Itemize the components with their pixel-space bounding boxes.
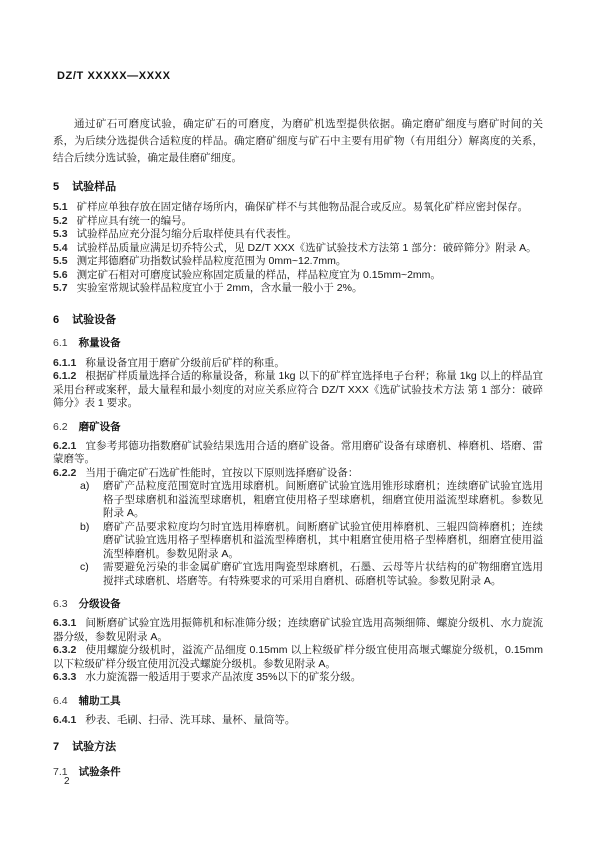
- section-5-heading: [53, 180, 543, 194]
- section-6-number: 6: [53, 313, 60, 326]
- clause-text: 试验样品应充分混匀缩分后取样使具有代表性。: [76, 228, 298, 240]
- clause-number: 6.3.1: [53, 617, 77, 629]
- doc-code-header: DZ/T XXXXX—XXXX: [57, 70, 171, 82]
- clause-text: 试验样品质量应满足切乔特公式，见 DZ/T XXX《选矿试验技术方法第 1 部分：破碎筛分》附录 A。: [76, 241, 537, 254]
- section-6-heading: [53, 313, 543, 327]
- list-marker: b): [80, 520, 90, 533]
- clause-text: 秒表、毛刷、扫帚、洗耳球、量杯、量筒等。: [85, 713, 296, 726]
- clause-5-4: [53, 242, 543, 256]
- subsection-number: 6.1: [53, 336, 68, 349]
- clause-number: 6.2.2: [53, 466, 77, 479]
- list-item-text: 需要避免污染的非金属矿磨矿宜选用陶瓷型球磨机，石墨、云母等片状结构的矿物细磨宜选用搅拌式球磨机、塔磨等。有特殊要求的可采用自磨机、砾磨机等试验。参数见附录 A。: [103, 561, 543, 587]
- clause-6-2-1: [53, 440, 543, 467]
- subsection-7-1-heading: [53, 765, 543, 779]
- section-7-heading: [53, 740, 543, 754]
- clause-5-5: [53, 255, 543, 269]
- clause-text: 测定邦德磨矿功指数试验样品粒度范围为 0mm~12.7mm。: [76, 255, 347, 267]
- section-7-title: 试验方法: [72, 741, 117, 753]
- list-item-text: 磨矿产品要求粒度均匀时宜选用棒磨机。间断磨矿试验宜使用棒磨机、三辊四筒棒磨机；连续磨矿试验宜选用格子型棒磨机和溢流型棒磨机，其中粗磨宜使用格子型棒磨机，细磨宜使用溢流型棒磨机。参数见附录 A。: [103, 520, 543, 560]
- list-item-b: [53, 521, 543, 562]
- subsection-title: 辅助工具: [78, 694, 121, 707]
- subsection-title: 试验条件: [78, 766, 121, 778]
- clause-number: 6.3.3: [53, 671, 77, 683]
- clause-text: 矿样应具有统一的编号。: [76, 214, 193, 227]
- list-marker: a): [80, 480, 90, 492]
- clause-number: 6.4.1: [53, 713, 77, 726]
- list-item-c: [53, 561, 543, 588]
- clause-5-3: [53, 228, 543, 242]
- clause-5-1: [53, 201, 543, 215]
- subsection-title: 称量设备: [78, 336, 121, 349]
- clause-text: 宜参考邦德功指数磨矿试验结果选用合适的磨矿设备。常用磨矿设备有球磨机、棒磨机、塔磨、雷蒙磨等。: [53, 439, 543, 465]
- subsection-6-3-heading: [53, 597, 543, 611]
- subsection-6-4-heading: [53, 694, 543, 708]
- clause-number: 5.5: [53, 255, 68, 267]
- subsection-6-1-heading: [53, 336, 543, 350]
- clause-5-6: [53, 269, 543, 283]
- clause-6-3-2: [53, 644, 543, 671]
- clause-text: 根据矿样质量选择合适的称量设备，称量 1kg 以下的矿样宜选择电子台秤；称量 1kg 以上的样品宜采用台秤或案秤，最大量程和最小刻度的对应关系应符合 DZ/T XXX《选矿试验技术方法 第 1 部分：破碎筛分》表 1 要求。: [53, 370, 543, 409]
- clause-number: 5.1: [53, 201, 68, 213]
- clause-number: 5.7: [53, 282, 68, 294]
- clause-number: 5.6: [53, 268, 68, 281]
- clause-number: 6.3.2: [53, 644, 77, 656]
- clause-text: 测定矿石相对可磨度试验应称固定质量的样品，样品粒度宜为 0.15mm~2mm。: [76, 268, 441, 281]
- clause-number: 6.1.2: [53, 370, 77, 382]
- clause-number: 5.4: [53, 241, 68, 254]
- section-5-number: 5: [53, 181, 60, 193]
- section-6-title: 试验设备: [72, 313, 117, 326]
- clause-number: 5.3: [53, 228, 68, 240]
- subsection-title: 磨矿设备: [78, 420, 121, 433]
- subsection-number: 6.3: [53, 598, 68, 610]
- clause-6-1-2: [53, 370, 543, 411]
- clause-6-3-1: [53, 617, 543, 644]
- section-7-number: 7: [53, 741, 60, 753]
- section-5-title: 试验样品: [72, 181, 117, 193]
- subsection-number: 6.2: [53, 420, 68, 433]
- page-content: [53, 116, 543, 779]
- subsection-number: 6.4: [53, 694, 68, 707]
- clause-6-4-1: [53, 714, 543, 728]
- subsection-6-2-heading: [53, 420, 543, 434]
- page-number: 2: [64, 776, 70, 787]
- subsection-number: 7.1: [53, 766, 68, 778]
- clause-text: 水力旋流器一般适用于要求产品浓度 35%以下的矿浆分级。: [85, 671, 362, 683]
- list-item-text: 磨矿产品粒度范围宽时宜选用球磨机。间断磨矿试验宜选用锥形球磨机；连续磨矿试验宜选用格子型球磨机和溢流型球磨机，粗磨宜使用格子型球磨机，细磨宜使用溢流型球磨机。参数见附录 A。: [103, 480, 543, 519]
- clause-number: 5.2: [53, 214, 68, 227]
- clause-text: 间断磨矿试验宜选用振筛机和标准筛分级；连续磨矿试验宜选用高频细筛、螺旋分级机、水力旋流器分级，参数见附录 A。: [53, 617, 543, 643]
- clause-6-3-3: [53, 671, 543, 685]
- clause-text: 实验室常规试验样品粒度宜小于 2mm，含水量一般小于 2%。: [76, 282, 363, 294]
- clause-5-2: [53, 215, 543, 229]
- clause-6-2-2: [53, 467, 543, 481]
- clause-number: 6.1.1: [53, 356, 77, 369]
- list-item-a: [53, 480, 543, 521]
- subsection-title: 分级设备: [78, 598, 121, 610]
- clause-text: 矿样应单独存放在固定储存场所内，确保矿样不与其他物品混合或反应。易氧化矿样应密封保存。: [76, 201, 529, 213]
- clause-number: 6.2.1: [53, 439, 77, 452]
- clause-text: 称量设备宜用于磨矿分级前后矿样的称重。: [85, 356, 285, 369]
- list-marker: c): [80, 561, 89, 573]
- intro-paragraph: 通过矿石可磨度试验，确定矿石的可磨度，为磨矿机选型提供依据。确定磨矿细度与磨矿时间的关系，为后续分选提供合适粒度的样品。确定磨矿细度与矿石中主要有用矿物（有用组分）解离度的关系，结合后续分选试验，确定最佳磨矿细度。: [53, 118, 543, 164]
- clause-6-1-1: [53, 357, 543, 371]
- clause-5-7: [53, 282, 543, 296]
- clause-text: 使用螺旋分级机时，溢流产品细度 0.15mm 以上粒级矿样分级宜使用高堰式螺旋分级机，0.15mm 以下粒级矿样分级宜使用沉没式螺旋分级机。参数见附录 A。: [53, 644, 543, 670]
- clause-text: 当用于确定矿石选矿性能时，宜按以下原则选择磨矿设备：: [85, 466, 359, 479]
